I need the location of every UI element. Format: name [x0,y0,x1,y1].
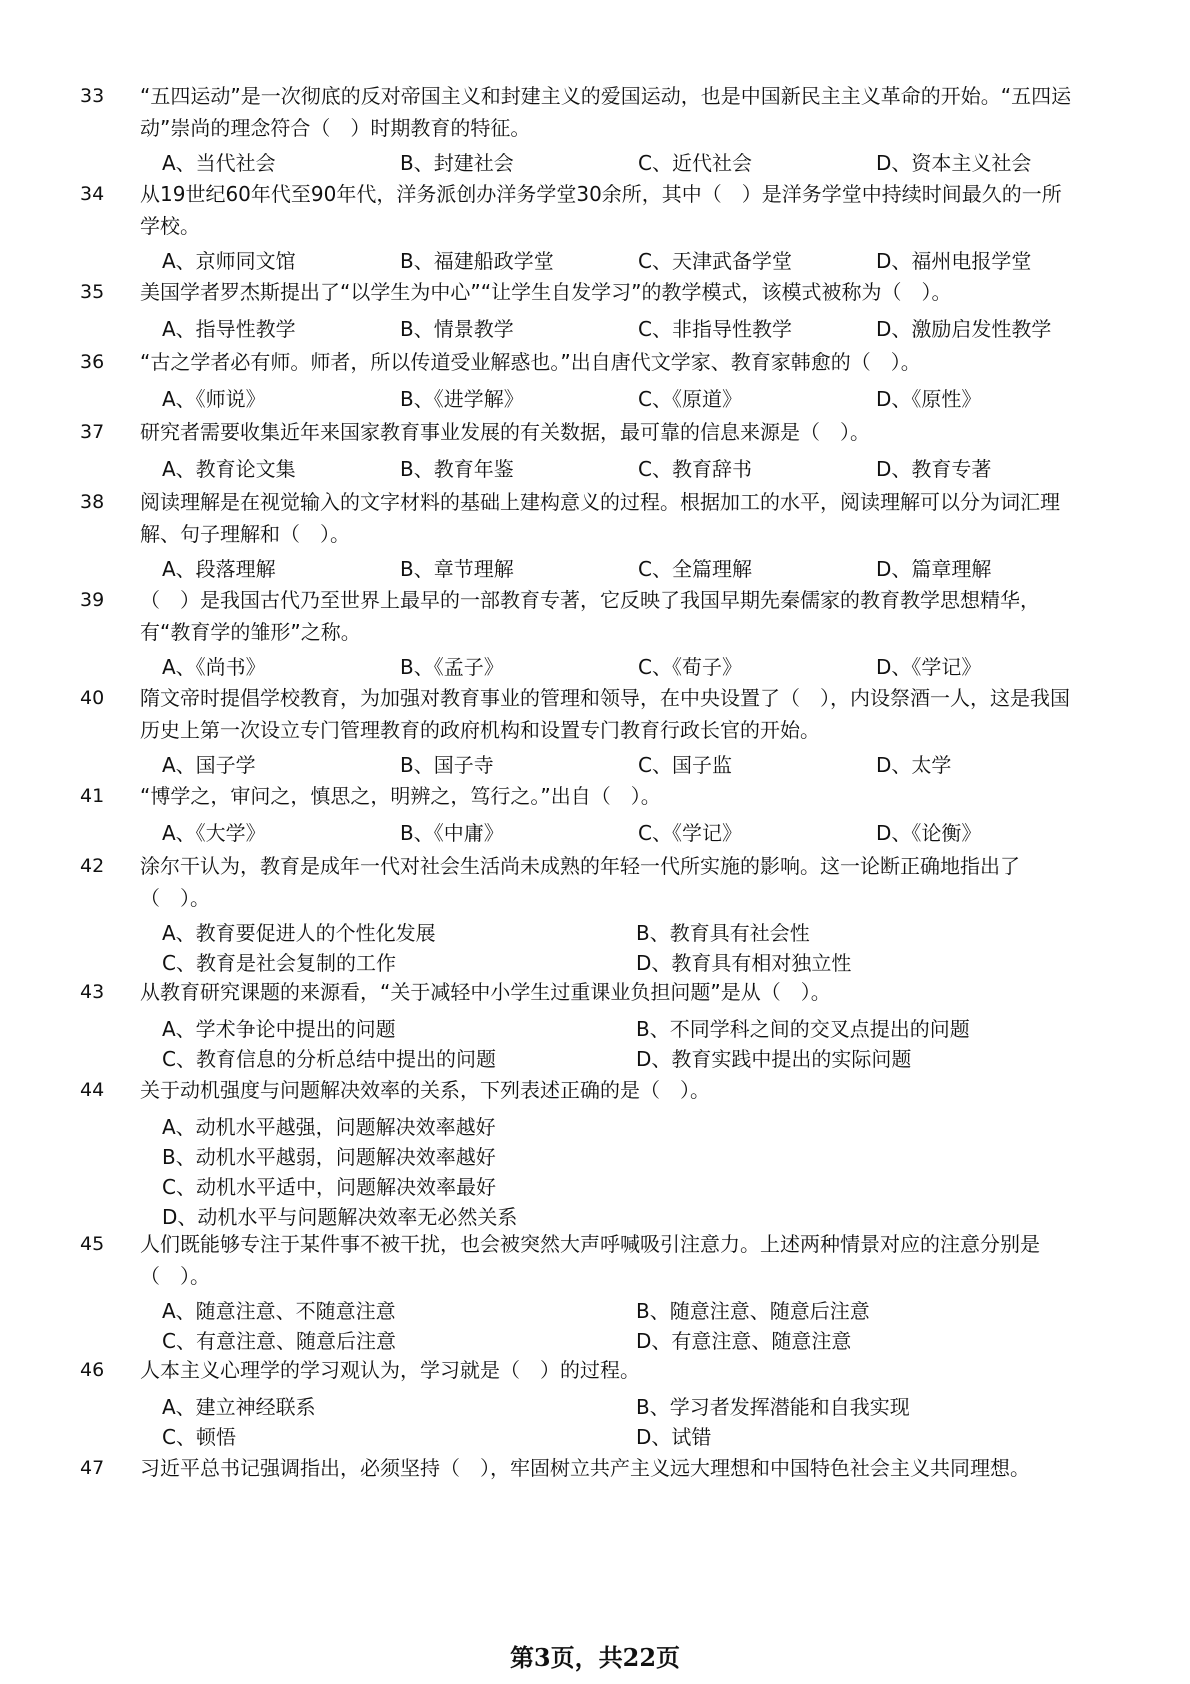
option-a: A、动机水平越强，问题解决效率越好 [162,1115,496,1139]
options [162,554,1082,584]
option-c: C、非指导性教学 [638,317,792,341]
question-text: 涂尔干认为，教育是成年一代对社会生活尚未成熟的年轻一代所实施的影响。这一论断正确地指出了（ ）。 [140,854,1020,910]
question-number: 35 [80,281,105,303]
question-number: 41 [80,785,105,807]
question-text: （ ）是我国古代乃至世界上最早的一部教育专著，它反映了我国早期先秦儒家的教育教学思想精华，有“教育学的雏形”之称。 [140,588,1040,644]
options [162,818,1082,848]
option-a: A、学术争论中提出的问题 [162,1017,396,1041]
question-text: 阅读理解是在视觉输入的文字材料的基础上建构意义的过程。根据加工的水平，阅读理解可以分为词汇理解、句子理解和（ ）。 [140,490,1060,546]
option-c: C、天津武备学堂 [638,249,792,273]
option-c: C、《学记》 [638,821,742,845]
question-number: 39 [80,589,105,611]
option-a: A、京师同文馆 [162,249,296,273]
option-c: C、教育信息的分析总结中提出的问题 [162,1047,496,1071]
option-b: B、动机水平越弱，问题解决效率越好 [162,1145,496,1169]
option-b: B、《孟子》 [400,655,504,679]
option-d: D、资本主义社会 [876,151,1032,175]
option-b: B、国子寺 [400,753,494,777]
option-c: C、《原道》 [638,387,742,411]
options [162,918,1082,978]
option-d: D、《学记》 [876,655,982,679]
option-a: A、当代社会 [162,151,276,175]
question-number: 37 [80,421,105,443]
question-text: 从教育研究课题的来源看，“关于减轻中小学生过重课业负担问题”是从（ ）。 [140,980,831,1004]
option-d: D、教育实践中提出的实际问题 [636,1047,912,1071]
option-b: B、教育具有社会性 [636,921,810,945]
option-b: B、封建社会 [400,151,514,175]
option-d: D、有意注意、随意注意 [636,1329,852,1353]
question-text: “博学之，审问之，慎思之，明辨之，笃行之。”出自（ ）。 [140,784,661,808]
option-c: C、教育是社会复制的工作 [162,951,396,975]
options [162,1392,1082,1452]
option-a: A、建立神经联系 [162,1395,316,1419]
options [162,1112,1082,1232]
question-number: 43 [80,981,105,1003]
question-number: 38 [80,491,105,513]
options [162,1014,1082,1074]
option-b: B、学习者发挥潜能和自我实现 [636,1395,910,1419]
options [162,652,1082,682]
option-d: D、太学 [876,753,952,777]
option-d: D、试错 [636,1425,712,1449]
options [162,454,1082,484]
page-footer: 第3页，共22页 [509,1643,681,1672]
option-c: C、有意注意、随意后注意 [162,1329,396,1353]
options [162,1296,1082,1356]
option-d: D、篇章理解 [876,557,992,581]
options [162,750,1082,780]
option-a: A、《大学》 [162,821,266,845]
option-c: C、顿悟 [162,1425,236,1449]
question-number: 47 [80,1457,105,1479]
options [162,148,1082,178]
question-number: 34 [80,183,105,205]
option-a: A、《师说》 [162,387,266,411]
question-number: 45 [80,1233,105,1255]
option-b: B、教育年鉴 [400,457,514,481]
question-text: “五四运动”是一次彻底的反对帝国主义和封建主义的爱国运动，也是中国新民主主义革命的开始。“五四运动”崇尚的理念符合（ ）时期教育的特征。 [140,84,1072,140]
option-b: B、《进学解》 [400,387,524,411]
options [162,314,1082,344]
option-a: A、国子学 [162,753,256,777]
option-a: A、段落理解 [162,557,276,581]
option-a: A、随意注意、不随意注意 [162,1299,396,1323]
option-c: C、动机水平适中，问题解决效率最好 [162,1175,496,1199]
question-text: 人们既能够专注于某件事不被干扰，也会被突然大声呼喊吸引注意力。上述两种情景对应的注意分别是（ ）。 [140,1232,1040,1288]
question-text: 从19世纪60年代至90年代，洋务派创办洋务学堂30余所，其中（ ）是洋务学堂中持续时间最久的一所学校。 [140,182,1062,238]
question-text: 习近平总书记强调指出，必须坚持（ ），牢固树立共产主义远大理想和中国特色社会主义共同理想。 [140,1456,1030,1480]
option-d: D、教育具有相对独立性 [636,951,852,975]
question-text: 隋文帝时提倡学校教育，为加强对教育事业的管理和领导，在中央设置了（ ），内设祭酒一人，这是我国历史上第一次设立专门管理教育的政府机构和设置专门教育行政长官的开始。 [140,686,1070,742]
question-number: 42 [80,855,105,877]
question-number: 44 [80,1079,105,1101]
question-number: 40 [80,687,105,709]
question-number: 46 [80,1359,105,1381]
option-b: B、随意注意、随意后注意 [636,1299,870,1323]
question-number: 36 [80,351,105,373]
option-c: C、教育辞书 [638,457,752,481]
option-d: D、激励启发性教学 [876,317,1052,341]
option-b: B、福建船政学堂 [400,249,554,273]
option-c: C、近代社会 [638,151,752,175]
option-c: C、全篇理解 [638,557,752,581]
option-c: C、国子监 [638,753,732,777]
option-b: B、章节理解 [400,557,514,581]
options [162,384,1082,414]
question-number: 33 [80,85,105,107]
option-b: B、情景教学 [400,317,514,341]
option-d: D、《论衡》 [876,821,982,845]
option-d: D、《原性》 [876,387,982,411]
option-d: D、福州电报学堂 [876,249,1032,273]
option-b: B、不同学科之间的交叉点提出的问题 [636,1017,970,1041]
option-d: D、动机水平与问题解决效率无必然关系 [162,1205,518,1229]
option-c: C、《荀子》 [638,655,742,679]
option-a: A、教育要促进人的个性化发展 [162,921,436,945]
question-text: 关于动机强度与问题解决效率的关系，下列表述正确的是（ ）。 [140,1078,710,1102]
question-text: 研究者需要收集近年来国家教育事业发展的有关数据，最可靠的信息来源是（ ）。 [140,420,870,444]
option-a: A、教育论文集 [162,457,296,481]
question-text: “古之学者必有师。师者，所以传道受业解惑也。”出自唐代文学家、教育家韩愈的（ ）。 [140,350,921,374]
option-b: B、《中庸》 [400,821,504,845]
question-text: 人本主义心理学的学习观认为，学习就是（ ）的过程。 [140,1358,640,1382]
option-a: A、《尚书》 [162,655,266,679]
option-a: A、指导性教学 [162,317,296,341]
options [162,246,1082,276]
question-text: 美国学者罗杰斯提出了“以学生为中心”“让学生自发学习”的教学模式，该模式被称为（ ）。 [140,280,952,304]
option-d: D、教育专著 [876,457,992,481]
